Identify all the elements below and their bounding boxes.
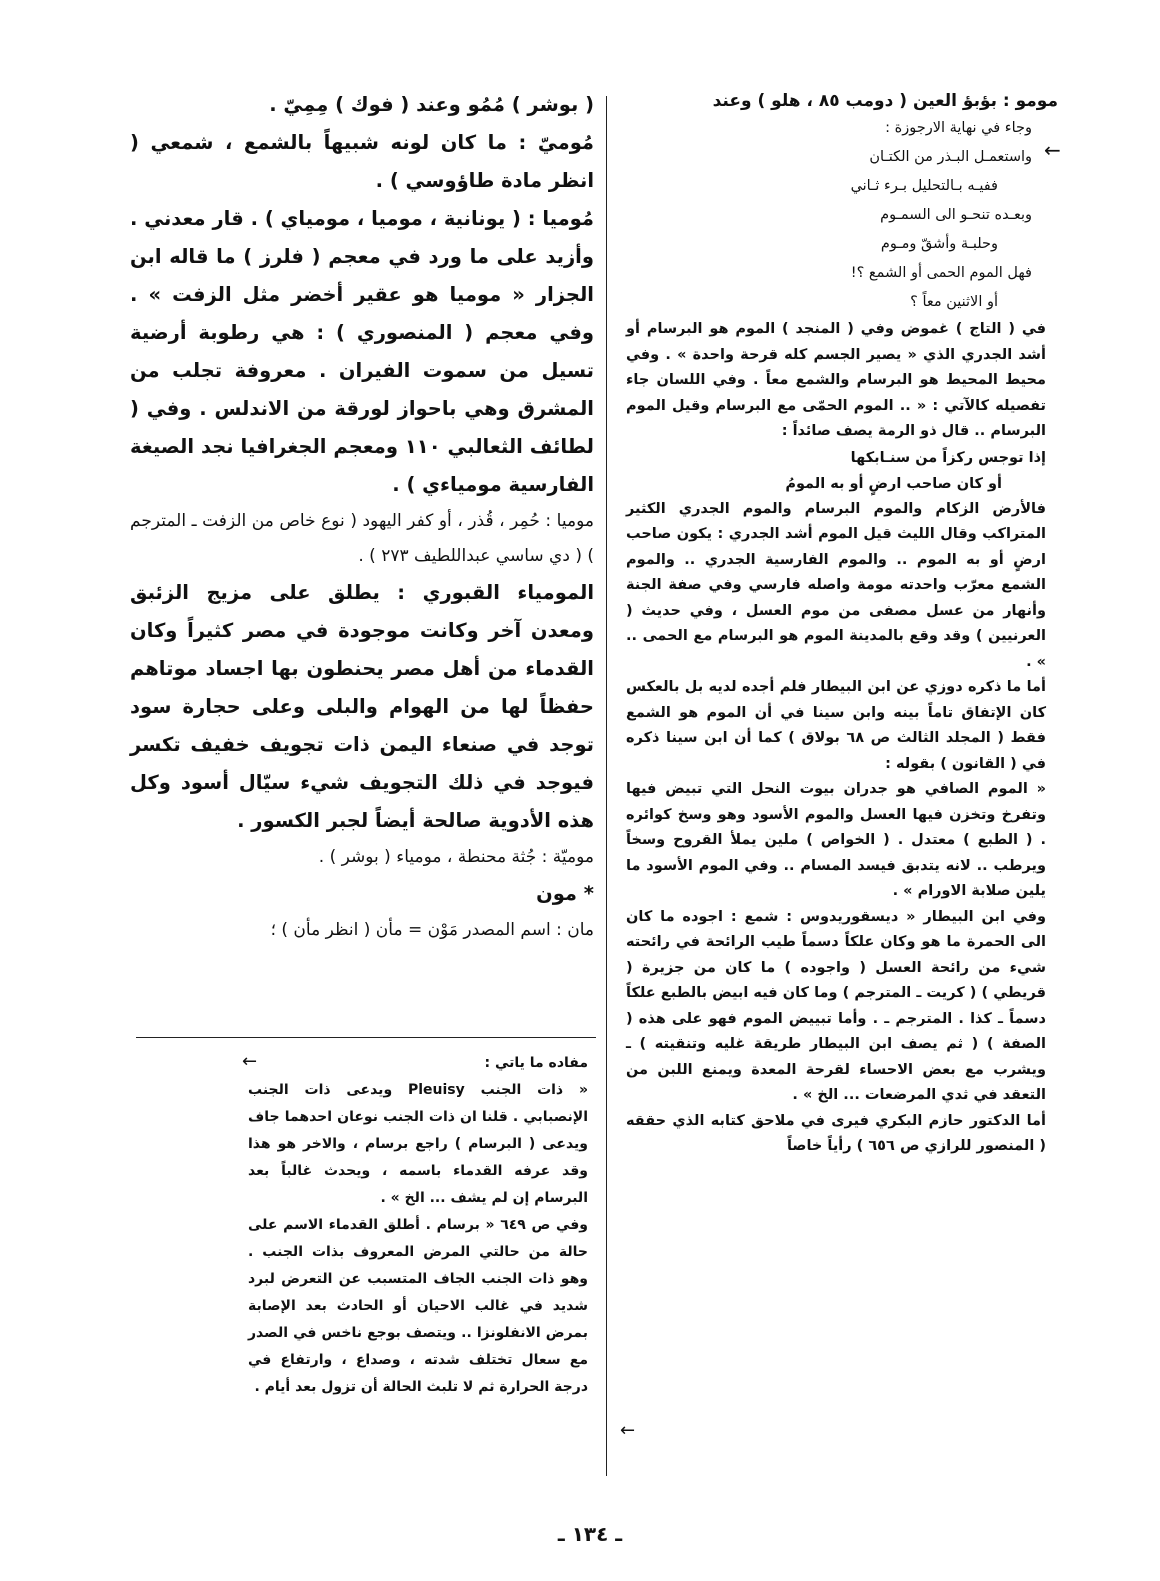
entry-momi: مُوميّ : ما كان لونه شبيهاً بالشمع ، شمعي ( انظر مادة طاؤوسي ) . xyxy=(130,131,594,192)
footnote-line: مفاده ما ياتي : xyxy=(484,1055,588,1071)
paragraph: فالأرض الزكام والموم البرسام والموم الجدري الكثير المتراكب وقال الليث قيل الموم أشد الجدري : يكون صاحب ارضٍ أو به الموم .. والموم الفارسية الجدري .. والموم الشمع معرّب واحدته مومة واصله فارسي وفي صفة الجنة وأنهار من عسل مصفى من موم العسل ، وفي حديث ( العرنيين ) وقد وقع بالمدينة الموم هو البرسام مع الحمى .. » . xyxy=(626,500,1046,670)
entry-text: ( بوشر ) مُمُو وعند ( فوك ) مِمِيّ . xyxy=(269,93,594,116)
question-line: أو الاثنين معاً ؟ xyxy=(910,294,998,310)
paragraph: أما ما ذكره دوزي عن ابن البيطار فلم أجده لديه بل بالعكس كان الإتفاق تاماً بينه وابن سينا في أن الموم هو الشمع فقط ( المجلد الثالث ص ٦٨ بولاق ) كما أن ابن سينا ذكره في ( القانون ) بقوله : xyxy=(626,679,1046,772)
footnote-line: وفي ص ٦٤٩ « برسام . أطلق القدماء الاسم على حالة من حالتي المرض المعروف بذات الجنب . وهو ذات الجنب الجاف المتسبب عن التعرض لبرد شديد في غالب الاحيان أو الحادث بعد الإصابة بمرض الانفلونزا .. ويتصف بوجع ناخس في الصدر مع سعال تختلف شدته ، وصداع ، وارتفاع في درجة الحرارة ثم لا تلبث الحالة أن تزول بعد أيام . xyxy=(248,1217,588,1395)
verse-line: ففيـه بـالتحليل بـرء ثـاني xyxy=(850,178,998,194)
entry-mumia: مُوميا : ( يونانية ، موميا ، مومياي ) . قار معدني . وأزيد على ما ورد في معجم ( فلرز ) ما قاله ابن الجزار « موميا هو عقير أخضر مثل الزفت » . وفي معجم ( المنصوري ) : هي رطوبة أرضية تسيل من سموت الفيران . معروفة تجلب من المشرق وهي باحواز لورقة من الاندلس . وفي ( لطائف الثعالبي ١١٠ ومعجم الجغرافيا نجد الصيغة الفارسية مومياءي ) . xyxy=(130,207,594,496)
column-separator xyxy=(606,96,607,1476)
entry-head-line: مومو : بؤبؤ العين ( دومب ٨٥ ، هلو ) وعند xyxy=(712,91,1058,111)
paragraph: في ( التاج ) غموض وفي ( المنجد ) الموم هو البرسام أو أشد الجدري الذي « يصير الجسم كله قرحة واحدة » . وفي محيط المحيط هو البرسام والشمع معاً . وفي اللسان جاء تفصيله كالآتي : « .. الموم الحمّى مع البرسام وقيل الموم البرسام .. قال ذو الرمة يصف صائداً : xyxy=(626,321,1046,439)
poem-line: أو كان صاحب ارضٍ أو به المومُ xyxy=(785,475,1002,492)
verse-line: وبعـده تنحـو الى السمـوم xyxy=(880,207,1032,223)
entry-man: مان : اسم المصدر مَوْن = مأن ( انظر مأن ) ؛ xyxy=(270,920,594,940)
right-column xyxy=(626,88,1061,1160)
continuation-arrow-icon: ← xyxy=(620,1420,636,1441)
poem-block xyxy=(626,114,1046,317)
entry-mumia-qubouri: المومياء القبوري : يطلق على مزيج الزئبق ومعدن آخر وكانت موجودة في مصر كثيراً وكان القدماء من أهل مصر يحنطون بها اجساد موتاهم حفظاً لها من الهوام والبلى وعلى حجارة سود توجد في صنعاء اليمن ذات تجويف خفيف تكسر فيوجد في ذلك التجويف شيء سيّال أسود وكل هذه الأدوية صالحة أيضاً لجبر الكسور . xyxy=(130,581,594,832)
paragraph: وفي ابن البيطار « ديسقوريدوس : شمع : اجوده ما كان الى الحمرة ما هو وكان علكاً دسماً طيب الرائحة في رائحته شيء من رائحة العسل ( واجوده ) ما كان من جزيرة ( قريطي ) ( كريت ـ المترجم ) وما كان فيه ابيض بالطبع علكاً دسماً ـ كذا . المترجم ـ . وأما تبييض الموم فهو على هذه ( الصفة ) ( ثم يصف ابن البيطار طريقة غليه وتنقيته ) ـ ويشرب مع بعض الاحساء لقرحة المعدة ويمنع اللبن من التعقد في ثدي المرضعات ... الخ » . xyxy=(626,908,1046,1103)
paragraph: « الموم الصافي هو جدران بيوت النحل التي تبيض فيها وتفرخ وتخزن فيها العسل والموم الأسود وهو وسخ كوائره . ( الطبع ) معتدل . ( الخواص ) ملين يملأ القروح وسخاً ويرطب .. لانه يتدبق فيسد المسام .. وفي الموم الأسود ما يلين صلابة الاورام » . xyxy=(626,781,1046,899)
verse-intro: وجاء في نهاية الارجوزة : xyxy=(885,120,1032,136)
question-line: فهل الموم الحمى أو الشمع ؟! xyxy=(850,265,1032,281)
continuation-arrow-icon: ← xyxy=(1044,138,1061,162)
left-column xyxy=(130,86,594,948)
page-number: ـ ١٣٤ ـ xyxy=(557,1522,623,1546)
verse-line: وحلبـة وأشقّ ومـوم xyxy=(880,236,998,252)
paragraph: أما الدكتور حازم البكري فيرى في ملاحق كتابه الذي حققه ( المنصور للرازي ص ٦٥٦ ) رأياً خاصاً xyxy=(626,1112,1046,1154)
footnote-line: « ذات الجنب Pleuisy ويدعى ذات الجنب الإنصبابي . قلنا ان ذات الجنب نوعان احدهما جاف ويدعى ( البرسام ) راجع برسام ، والاخر هو هذا وقد عرفه القدماء باسمه ، ويحدث غالباً بعد البرسام إن لم يشف ... الخ » . xyxy=(248,1082,588,1206)
poem-line: إذا توجس ركزاً من سنـابكها xyxy=(850,449,1046,466)
continuation-arrow-icon: ← xyxy=(242,1051,258,1072)
section-head-mon: * مون xyxy=(536,882,594,905)
footnotes xyxy=(242,1050,588,1401)
entry-mumia-2: موميا : حُمِر ، قُذر ، أو كفر اليهود ( نوع خاص من الزفت ـ المترجم ) ( دي ساسي عبداللطيف ٢٧٣ ) . xyxy=(130,511,594,566)
footnote-separator xyxy=(136,1037,596,1038)
entry-momiya: موميّة : جُثة محنطة ، مومياء ( بوشر ) . xyxy=(318,847,594,867)
verse-line: واستعمـل البـذر من الكتـان xyxy=(869,149,1032,165)
